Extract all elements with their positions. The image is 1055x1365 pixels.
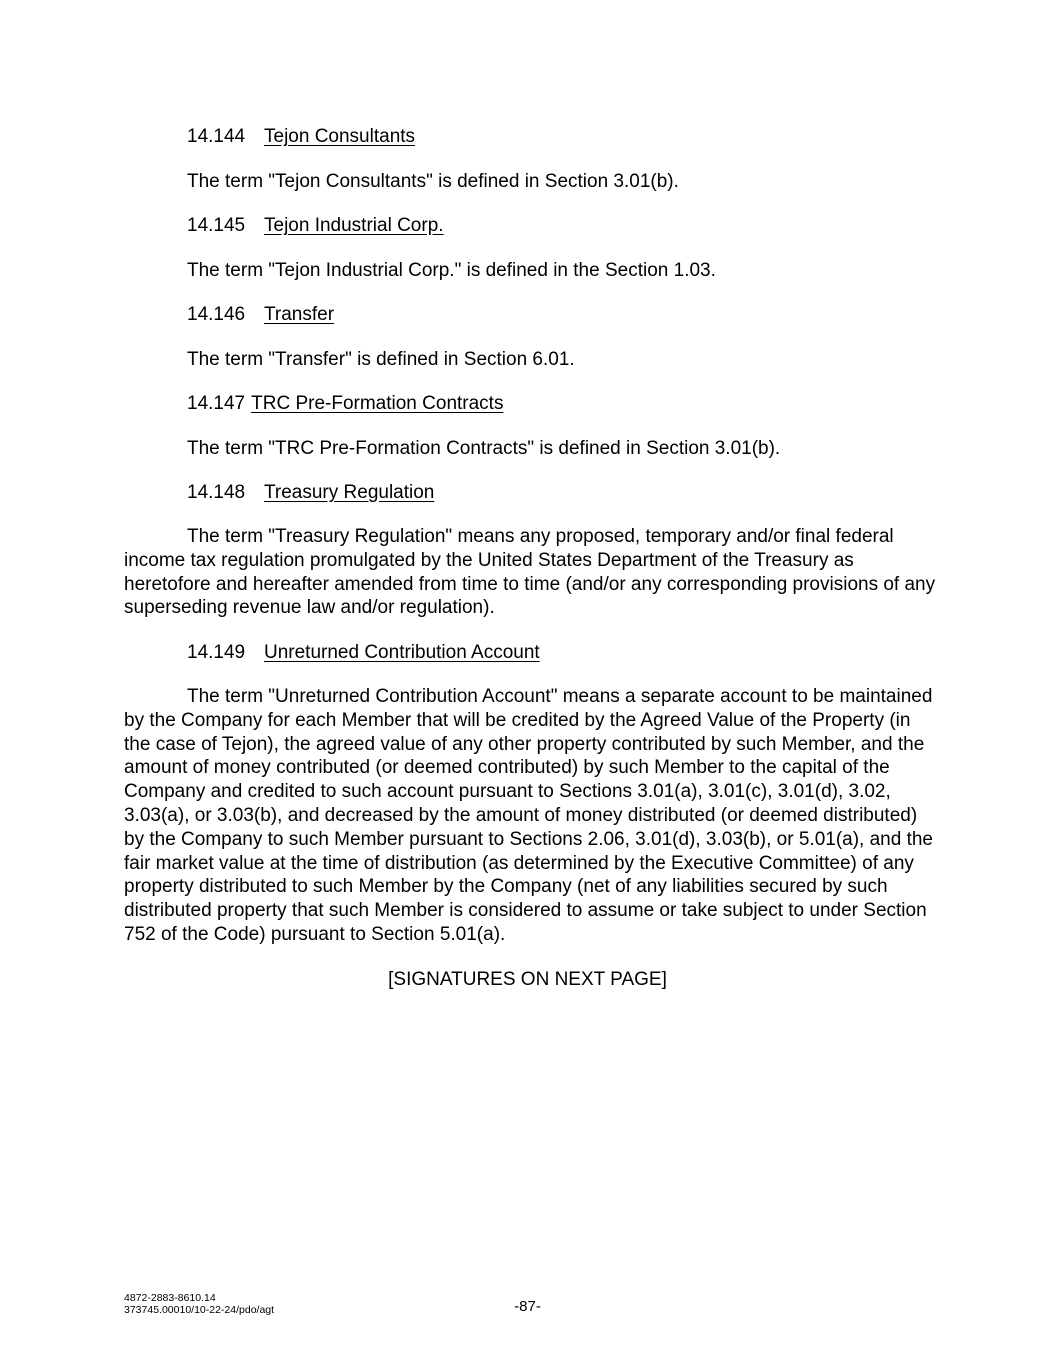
footer-matter-id: 373745.00010/10-22-24/pdo/agt xyxy=(124,1304,275,1316)
footer-doc-id: 4872-2883-8610.14 xyxy=(124,1292,216,1304)
section-title: Transfer xyxy=(264,304,335,325)
section-text-14-146: The term "Transfer" is defined in Section 6.01. xyxy=(187,349,575,370)
section-text-14-144: The term "Tejon Consultants" is defined in Section 3.01(b). xyxy=(187,171,679,192)
section-number: 14.145 xyxy=(187,215,246,236)
section-title: Unreturned Contribution Account xyxy=(264,642,540,663)
section-title: Tejon Industrial Corp. xyxy=(264,215,444,236)
section-text-14-148: The term "Treasury Regulation" means any proposed, temporary and/or final federal income tax regulation promulgated by the United States Department of the Treasury as heretofore and hereafter amended from time to time (and/or any corresponding provisions of any superseding revenue law and/or regulation). xyxy=(124,526,936,619)
section-number: 14.146 xyxy=(187,304,246,325)
section-number: 14.148 xyxy=(187,482,246,503)
section-heading-14-144 xyxy=(187,125,415,149)
section-title: Tejon Consultants xyxy=(264,126,416,147)
section-text-14-147: The term "TRC Pre-Formation Contracts" is defined in Section 3.01(b). xyxy=(187,438,781,459)
section-heading-14-149 xyxy=(187,641,540,665)
section-text-14-145: The term "Tejon Industrial Corp." is defined in the Section 1.03. xyxy=(187,260,716,281)
section-heading-14-148 xyxy=(187,481,434,505)
section-title: Treasury Regulation xyxy=(264,482,435,503)
section-number: 14.147 xyxy=(187,393,246,414)
section-title: TRC Pre-Formation Contracts xyxy=(251,393,504,414)
signature-notice: [SIGNATURES ON NEXT PAGE] xyxy=(388,969,667,990)
section-heading-14-147 xyxy=(187,392,503,416)
page-number: -87- xyxy=(514,1298,541,1315)
section-heading-14-146 xyxy=(187,303,334,327)
section-number: 14.149 xyxy=(187,642,246,663)
section-text-14-149: The term "Unreturned Contribution Account" means a separate account to be maintained by the Company for each Member that will be credited by the Agreed Value of the Property (in the case of Tejon), the agreed value of any other property contributed by such Member, and the amount of money contributed (or deemed contributed) by such Member to the capital of the Company and credited to such account pursuant to Sections 3.01(a), 3.01(c), 3.01(d), 3.02, 3.03(a), or 3.03(b), and decreased by the amount of money distributed (or deemed distributed) by the Company to such Member pursuant to Sections 2.06, 3.01(d), 3.03(b), or 5.01(a), and the fair market value at the time of distribution (as determined by the Executive Committee) of any property distributed to such Member by the Company (net of any liabilities secured by such distributed property that such Member is considered to assume or take subject to under Section 752 of the Code) pursuant to Section 5.01(a). xyxy=(124,686,934,945)
section-heading-14-145 xyxy=(187,214,444,238)
section-number: 14.144 xyxy=(187,126,246,147)
